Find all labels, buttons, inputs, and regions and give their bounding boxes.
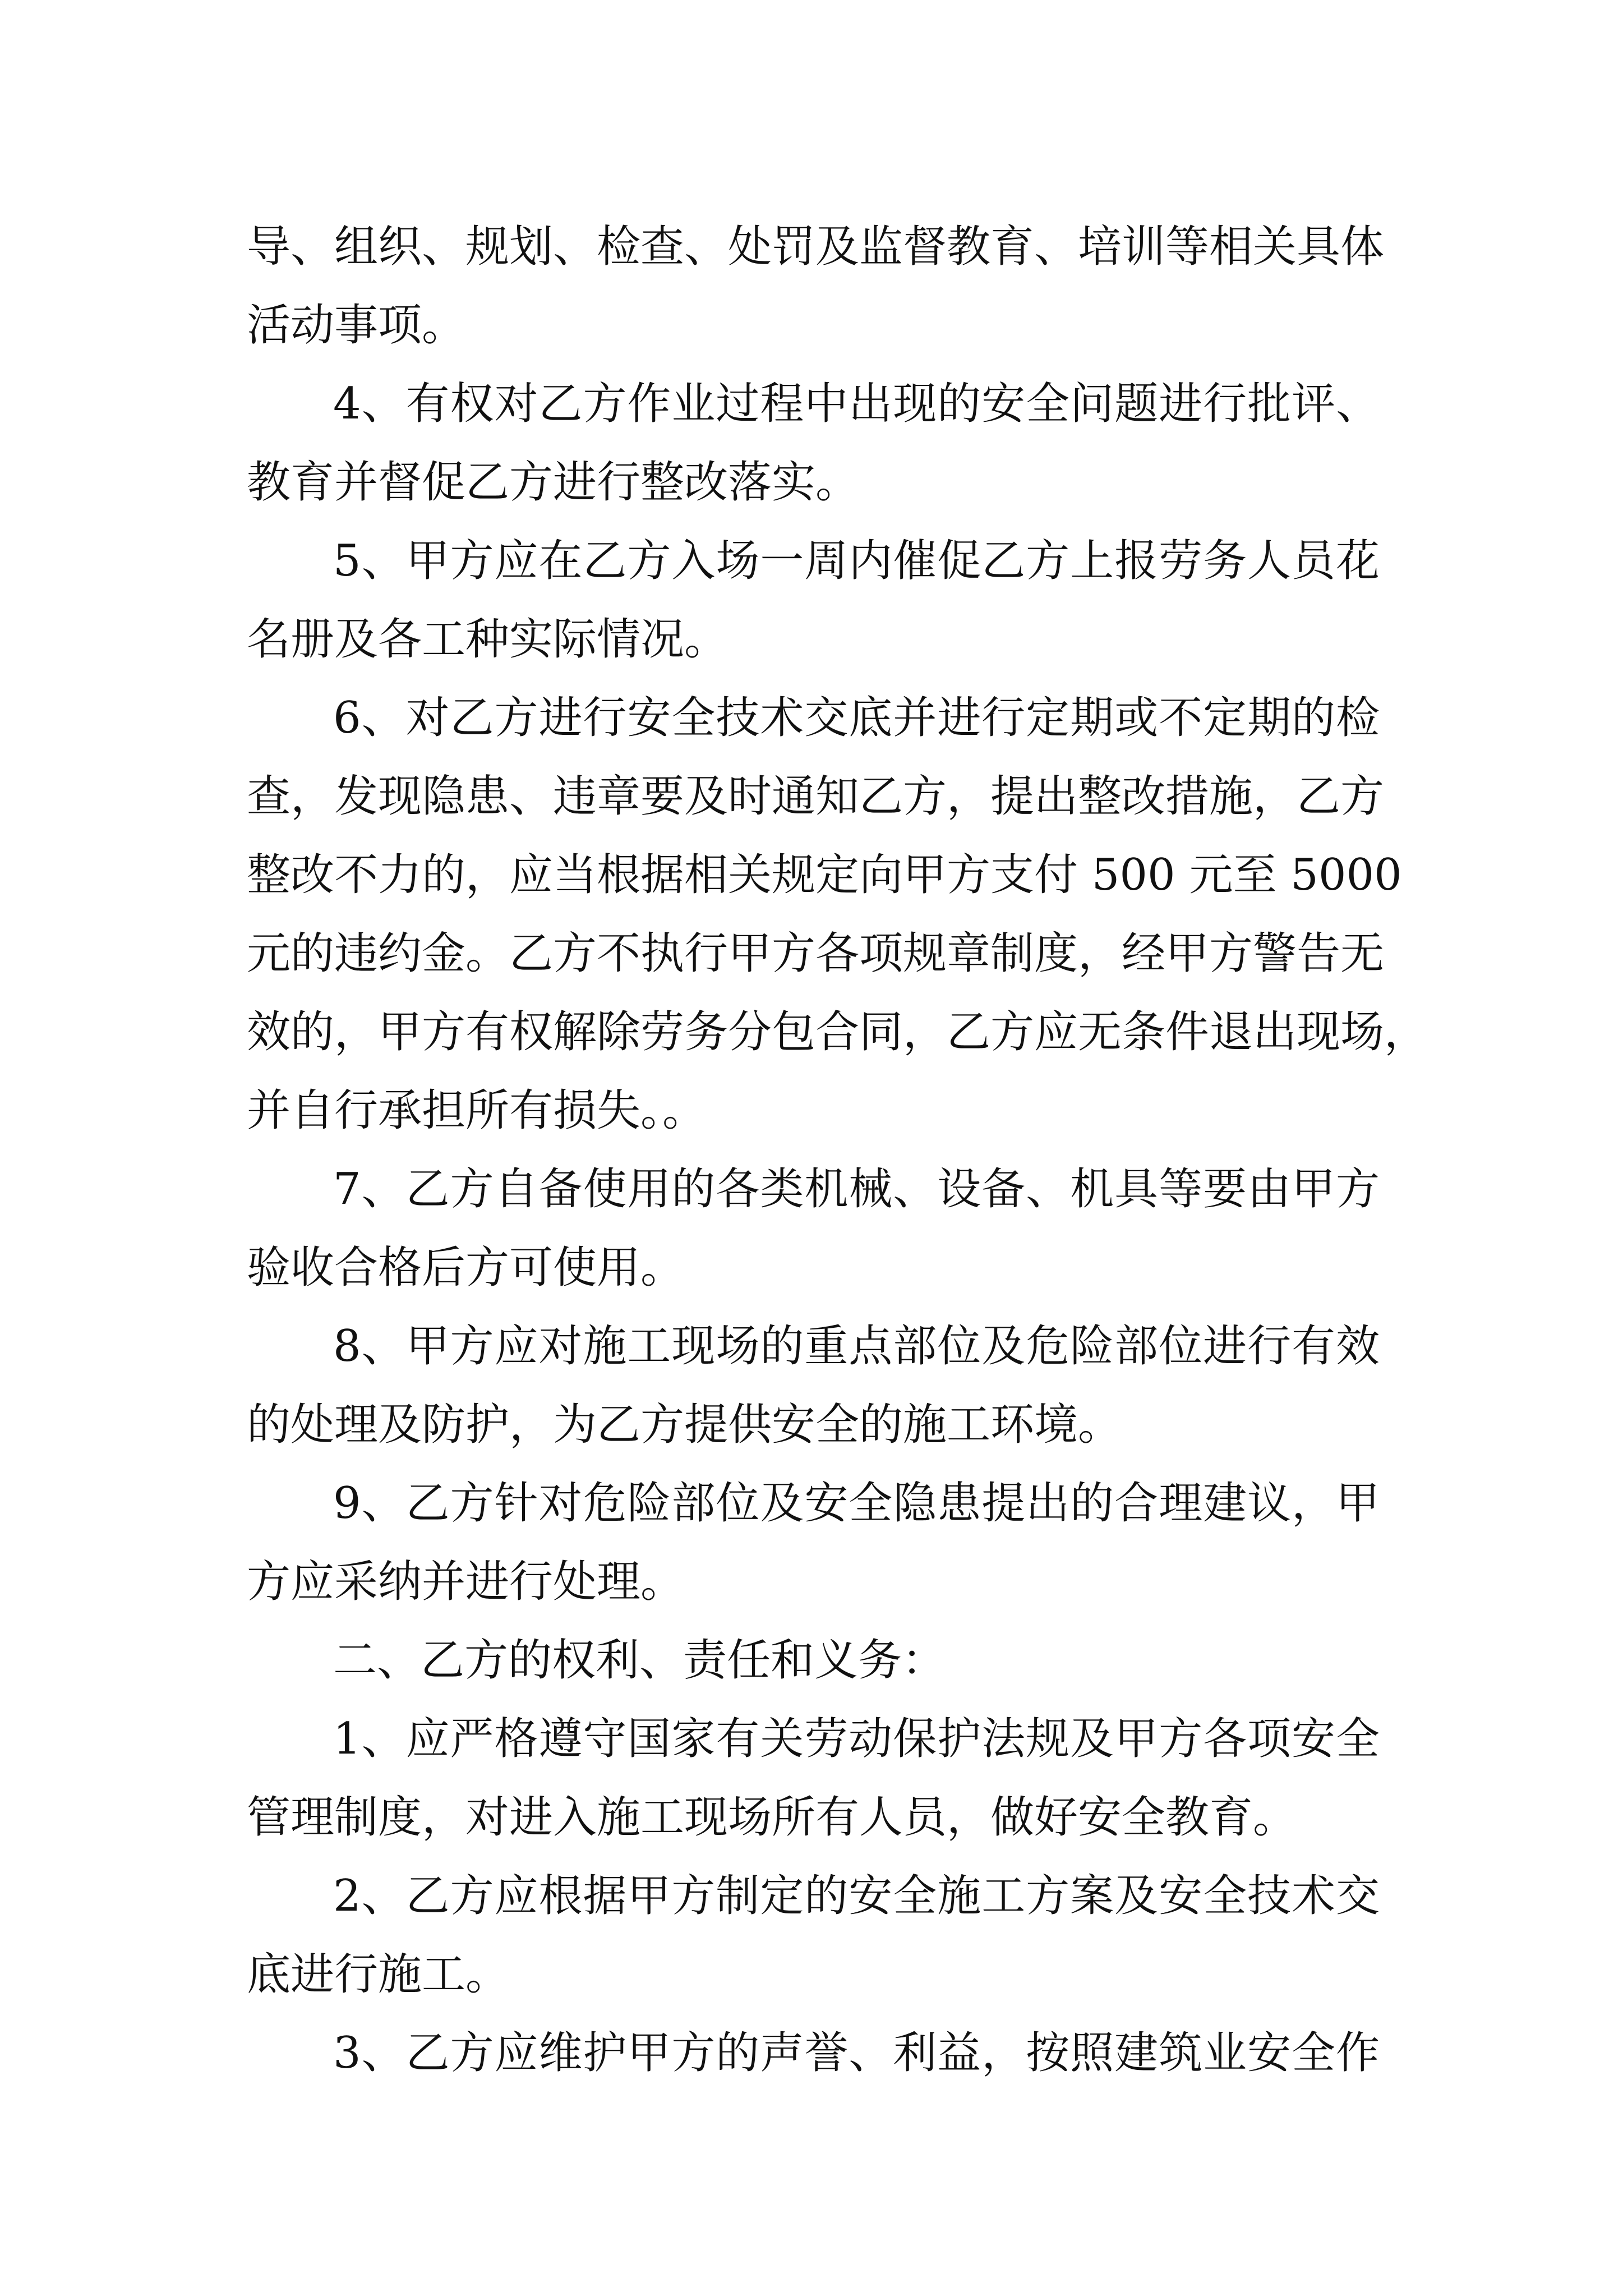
text-line: 导、组织、规划、检查、处罚及监督教育、培训等相关具体 — [247, 222, 1385, 272]
text-line: 管理制度，对进入施工现场所有人员，做好安全教育。 — [247, 1792, 1297, 1843]
text-line: 效的，甲方有权解除劳务分包合同，乙方应无条件退出现场， — [247, 1007, 1428, 1057]
clause-1-line: 1、应严格遵守国家有关劳动保护法规及甲方各项安全 — [333, 1714, 1380, 1764]
clause-2-line: 2、乙方应根据甲方制定的安全施工方案及安全技术交 — [333, 1871, 1380, 1921]
paragraph-9-line: 9、乙方针对危险部位及安全隐患提出的合理建议，甲 — [333, 1478, 1380, 1529]
text-line: 查，发现隐患、违章要及时通知乙方，提出整改措施，乙方 — [247, 771, 1385, 822]
paragraph-7-line: 7、乙方自备使用的各类机械、设备、机具等要由甲方 — [333, 1164, 1380, 1214]
text-line: 方应采纳并进行处理。 — [247, 1557, 685, 1607]
paragraph-8-line: 8、甲方应对施工现场的重点部位及危险部位进行有效 — [333, 1321, 1380, 1372]
text-line: 元的违约金。乙方不执行甲方各项规章制度，经甲方警告无 — [247, 928, 1385, 979]
text-line: 底进行施工。 — [247, 1949, 510, 2000]
paragraph-5-line: 5、甲方应在乙方入场一周内催促乙方上报劳务人员花 — [333, 536, 1380, 586]
clause-3-line: 3、乙方应维护甲方的声誉、利益，按照建筑业安全作 — [333, 2028, 1380, 2078]
text-line: 教育并督促乙方进行整改落实。 — [247, 457, 860, 508]
text-line: 活动事项。 — [247, 300, 466, 351]
text-line: 验收合格后方可使用。 — [247, 1243, 685, 1293]
paragraph-6-line: 6、对乙方进行安全技术交底并进行定期或不定期的检 — [333, 693, 1380, 743]
section-heading: 二、乙方的权利、责任和义务： — [333, 1635, 946, 1686]
text-line: 名册及各工种实际情况。 — [247, 614, 728, 665]
paragraph-4-line: 4、有权对乙方作业过程中出现的安全问题进行批评、 — [333, 379, 1380, 429]
text-line: 的处理及防护，为乙方提供安全的施工环境。 — [247, 1400, 1122, 1450]
text-line: 整改不力的，应当根据相关规定向甲方支付 500 元至 5000 — [247, 850, 1402, 900]
text-line: 并自行承担所有损失。。 — [247, 1085, 707, 1136]
